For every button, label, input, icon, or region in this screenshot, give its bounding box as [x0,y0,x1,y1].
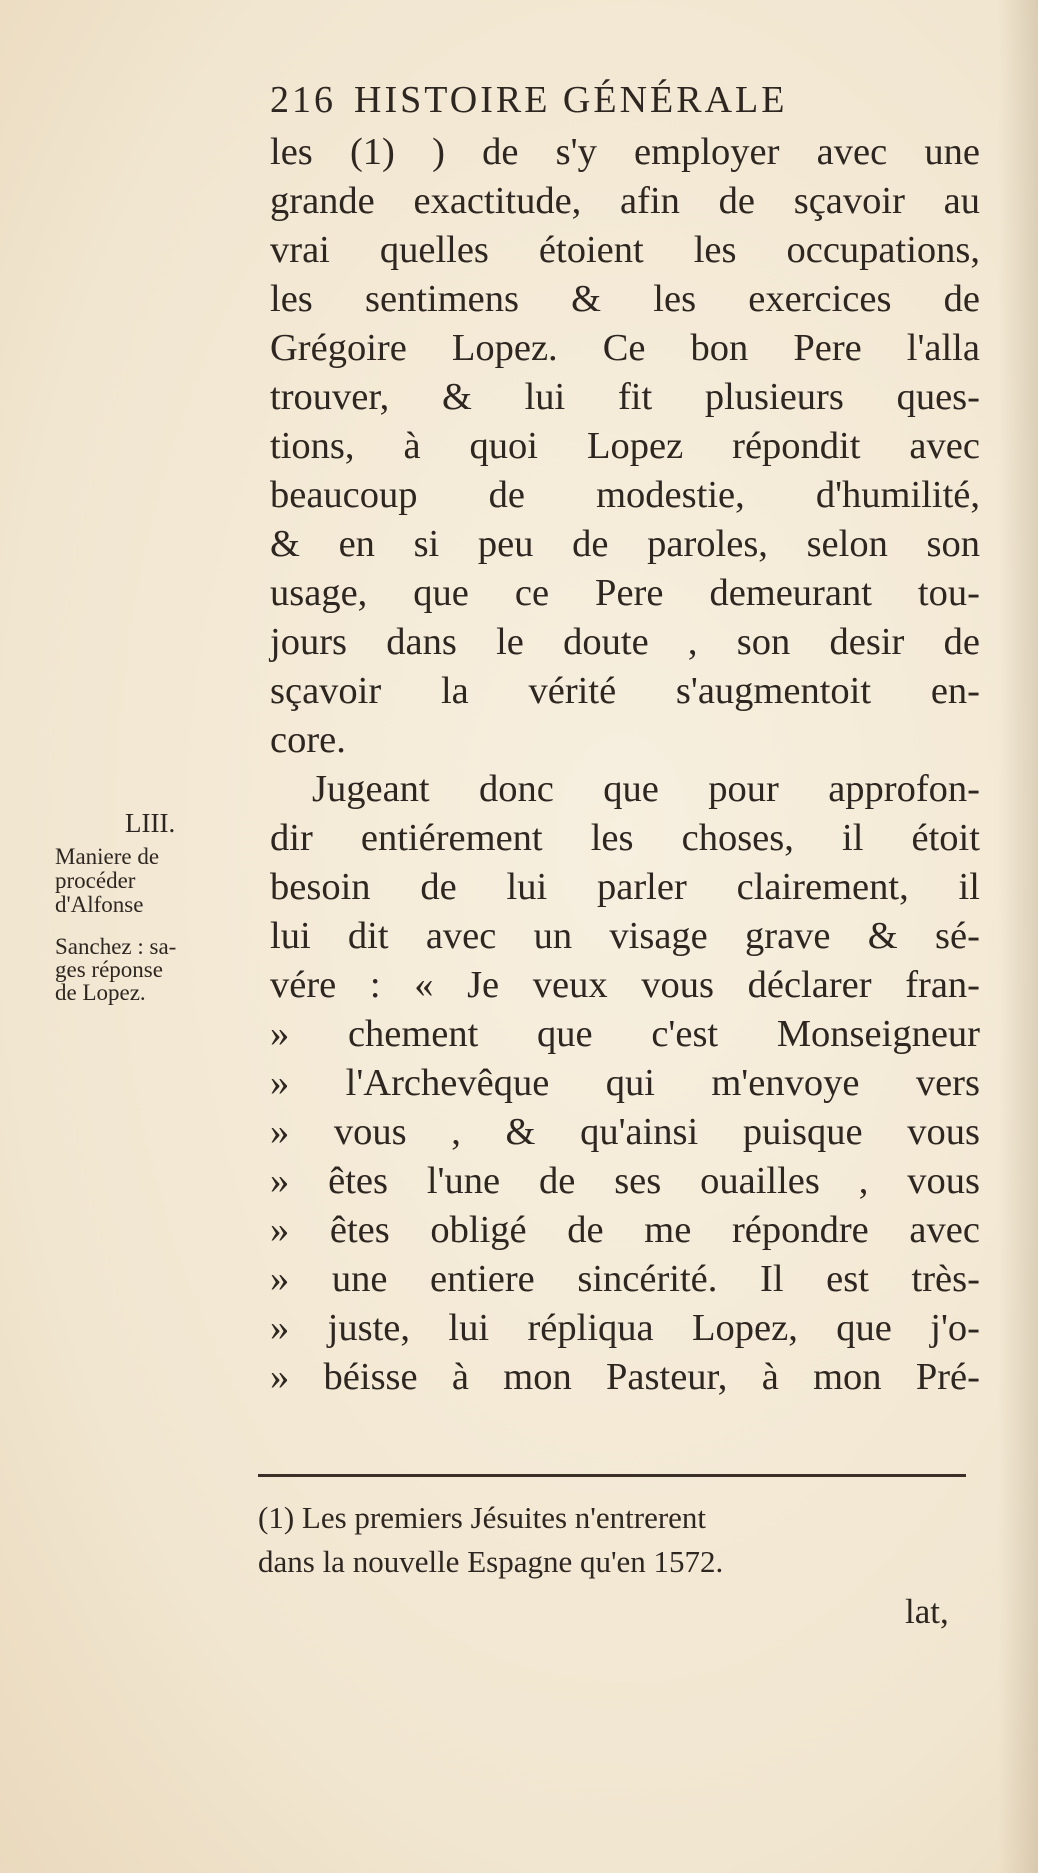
text-line: » vous , & qu'ainsi puisque vous [270,1111,980,1153]
text-line: core. [270,719,346,761]
text-line: » une entiere sincérité. Il est très- [270,1258,980,1300]
text-line: » êtes l'une de ses ouailles , vous [270,1160,980,1202]
footnote-rule [258,1474,966,1477]
text-line: beaucoup de modestie, d'humilité, [270,474,980,516]
section-number: LIII. [125,808,176,838]
text-line: trouver, & lui fit plusieurs ques- [270,376,980,418]
paragraph-start-line: Jugeant donc que pour approfon- [312,768,980,810]
text-line: » chement que c'est Monseigneur [270,1013,980,1055]
text-line: & en si peu de paroles, selon son [270,523,980,565]
text-line: les (1) ) de s'y employer avec une [270,131,980,173]
text-line: les sentimens & les exercices de [270,278,980,320]
page-number: 216 [270,79,336,121]
text-line: vére : « Je veux vous déclarer fran- [270,964,980,1006]
margin-note-line: de Lopez. [55,980,146,1005]
text-line: dir entiérement les choses, il étoit [270,817,980,859]
running-title: HISTOIRE GÉNÉRALE [354,79,788,121]
text-line: » juste, lui répliqua Lopez, que j'o- [270,1307,980,1349]
page-edge-shadow [998,0,1038,1873]
text-line: tions, à quoi Lopez répondit avec [270,425,980,467]
footnote-line: dans la nouvelle Espagne qu'en 1572. [258,1544,724,1579]
text-line: sçavoir la vérité s'augmentoit en- [270,670,980,712]
text-line: besoin de lui parler clairement, il [270,866,980,908]
margin-note-line: ges réponse [55,957,163,982]
text-line: Grégoire Lopez. Ce bon Pere l'alla [270,327,980,369]
text-line: grande exactitude, afin de sçavoir au [270,180,980,222]
text-line: usage, que ce Pere demeurant tou- [270,572,980,614]
running-head [270,78,787,122]
footnote-line: (1) Les premiers Jésuites n'entrerent [258,1500,707,1535]
text-line: » béisse à mon Pasteur, à mon Pré- [270,1356,980,1398]
margin-note-line: procéder [55,868,136,893]
margin-note-line: Sanchez : sa- [55,934,177,959]
margin-note-line: Maniere de [55,844,160,869]
text-line: lui dit avec un visage grave & sé- [270,915,980,957]
catchword: lat, [905,1592,949,1631]
text-line: vrai quelles étoient les occupations, [270,229,980,271]
text-line: » l'Archevêque qui m'envoye vers [270,1062,980,1104]
margin-note-line: d'Alfonse [55,892,144,917]
text-line: » êtes obligé de me répondre avec [270,1209,980,1251]
text-line: jours dans le doute , son desir de [270,621,980,663]
